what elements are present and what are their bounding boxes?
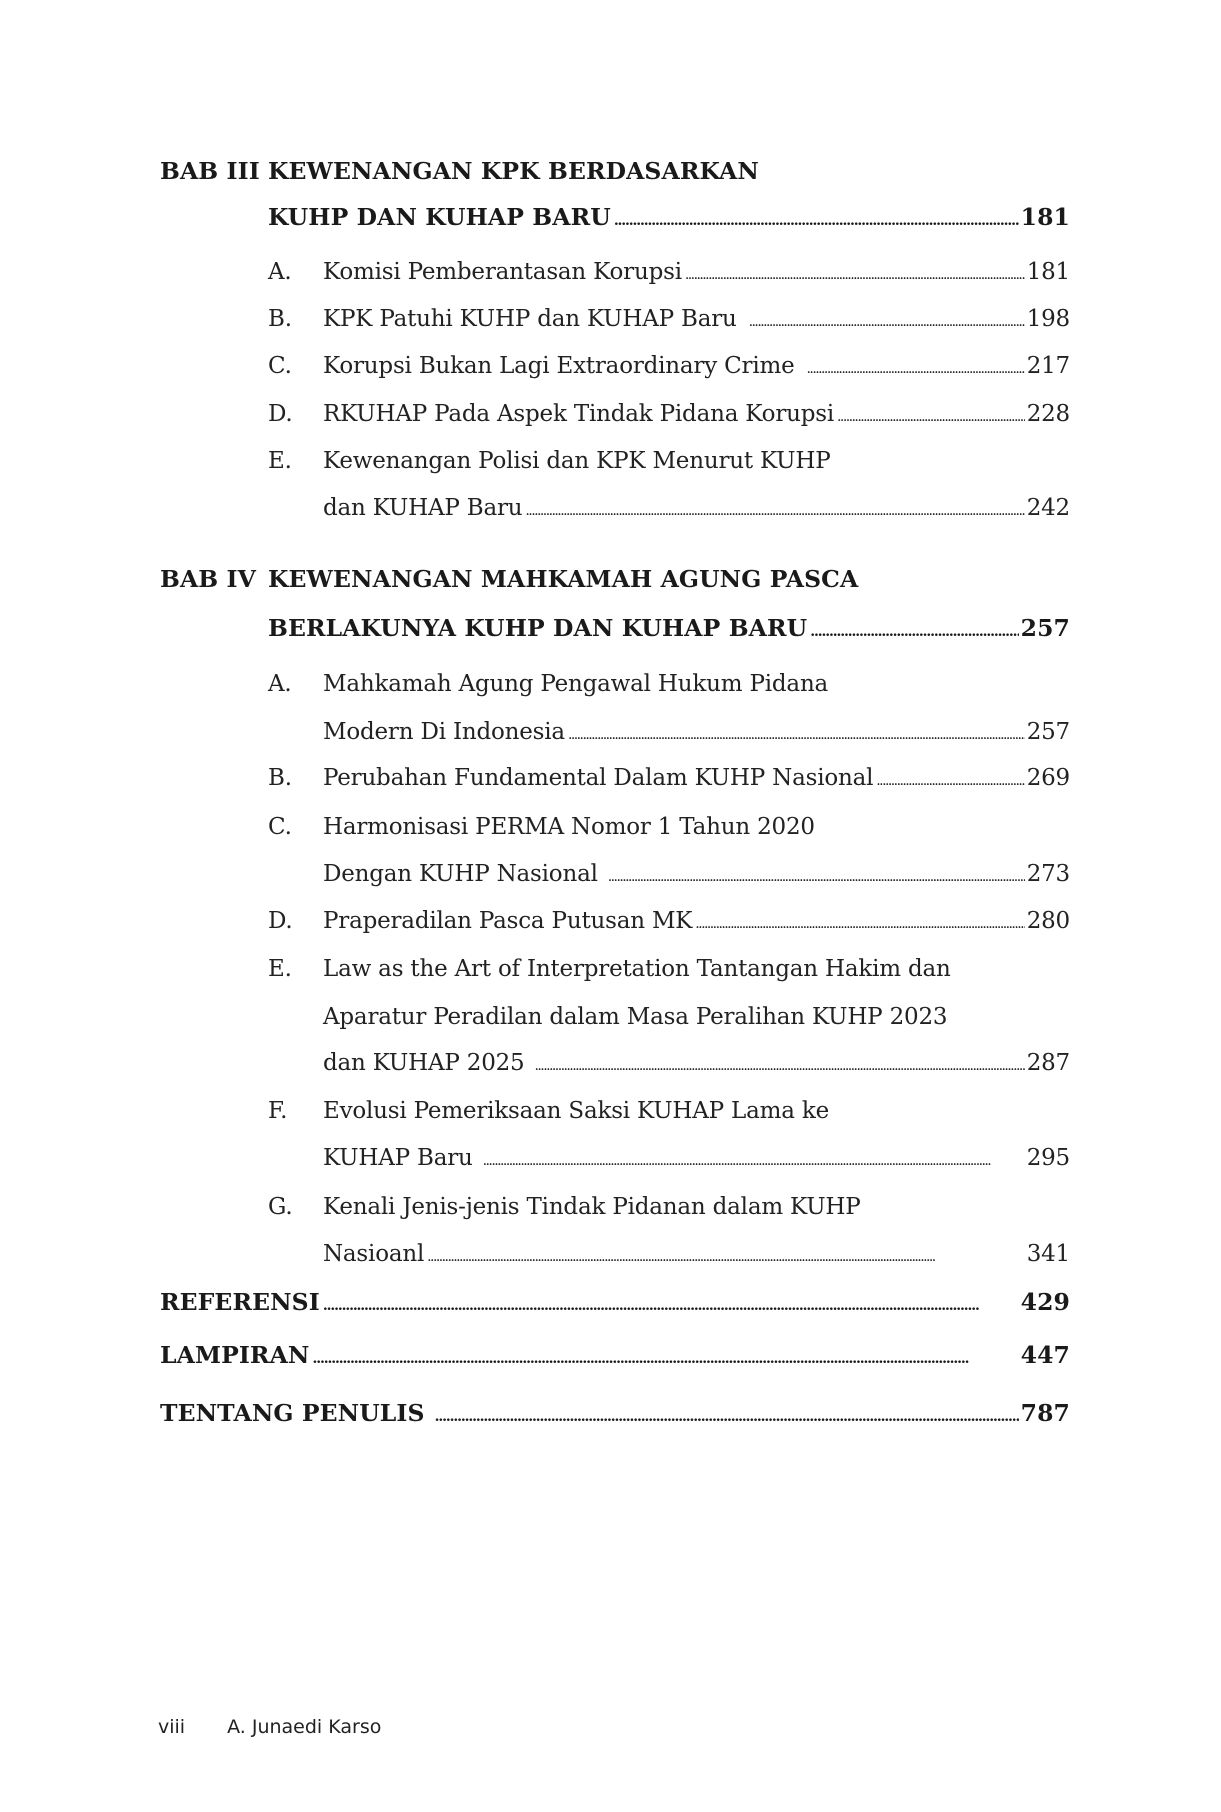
toc-entry-section-line1[interactable]	[268, 816, 1070, 839]
footer-page-number: viii	[158, 1716, 186, 1738]
section-title: Kewenangan Polisi dan KPK Menurut KUHP	[323, 448, 831, 474]
section-title: Harmonisasi PERMA Nomor 1 Tahun 2020	[323, 814, 815, 840]
section-letter: A.	[268, 671, 292, 697]
dot-leader	[837, 410, 1025, 424]
section-title: Mahkamah Agung Pengawal Hukum Pidana	[323, 671, 829, 697]
toc-entry-section[interactable]	[268, 308, 1070, 331]
toc-entry-section-line1[interactable]	[268, 1100, 1070, 1123]
section-title: Kenali Jenis-jenis Tindak Pidanan dalam KUHP	[323, 1194, 861, 1220]
backmatter-title: LAMPIRAN	[160, 1341, 310, 1369]
dot-leader	[427, 1250, 1025, 1264]
toc-entry-section-line2[interactable]	[323, 1147, 1070, 1170]
section-title: Korupsi Bukan Lagi Extraordinary Crime	[323, 353, 795, 379]
section-title: KUHAP Baru	[323, 1145, 473, 1171]
dot-leader	[483, 1154, 1025, 1168]
section-title: Modern Di Indonesia	[323, 719, 565, 745]
backmatter-title: REFERENSI	[160, 1288, 320, 1316]
section-title: Praperadilan Pasca Putusan MK	[323, 908, 693, 934]
page-number: 257	[1026, 719, 1070, 745]
section-title: KPK Patuhi KUHP dan KUHAP Baru	[323, 306, 737, 332]
chapter-label: BAB III	[160, 157, 260, 185]
toc-entry-section-line2[interactable]	[323, 721, 1070, 744]
chapter-label: BAB IV	[160, 565, 256, 593]
page-number: 447	[1020, 1341, 1070, 1369]
section-title: Perubahan Fundamental Dalam KUHP Nasional	[323, 765, 874, 791]
dot-leader	[695, 917, 1024, 931]
toc-entry-section[interactable]	[268, 403, 1070, 426]
chapter-title-line1: KEWENANGAN MAHKAMAH AGUNG PASCA	[268, 565, 859, 593]
section-letter: G.	[268, 1194, 293, 1220]
section-title: RKUHAP Pada Aspek Tindak Pidana Korupsi	[323, 401, 835, 427]
page-number: 181	[1026, 259, 1070, 285]
dot-leader	[614, 214, 1019, 228]
dot-leader	[685, 268, 1025, 282]
dot-leader	[876, 774, 1024, 788]
toc-entry-section-line1[interactable]	[268, 958, 1070, 981]
section-letter: A.	[268, 259, 292, 285]
page-number: 787	[1020, 1399, 1070, 1427]
page-number: 341	[1026, 1241, 1070, 1267]
dot-leader	[323, 1299, 1019, 1313]
page-number: 269	[1026, 765, 1070, 791]
backmatter-title: TENTANG PENULIS	[160, 1399, 425, 1427]
section-letter: B.	[268, 306, 292, 332]
page-number: 295	[1026, 1145, 1070, 1171]
dot-leader	[807, 362, 1025, 376]
toc-entry-section-line2[interactable]	[323, 497, 1070, 520]
toc-entry-section[interactable]	[268, 910, 1070, 933]
section-title: Law as the Art of Interpretation Tantangan Hakim dan	[323, 956, 951, 982]
dot-leader	[535, 1059, 1025, 1073]
page-number: 429	[1020, 1288, 1070, 1316]
section-letter: E.	[268, 448, 292, 474]
toc-entry-section-line1[interactable]	[268, 1196, 1070, 1219]
chapter-heading-bab-iv	[160, 565, 1070, 593]
page-footer	[158, 1716, 381, 1738]
page-number: 217	[1026, 353, 1070, 379]
page-number: 228	[1026, 401, 1070, 427]
dot-leader	[525, 504, 1024, 518]
toc-entry-bab-iv[interactable]	[268, 614, 1070, 642]
toc-entry-section-line2[interactable]	[323, 1243, 1070, 1266]
dot-leader	[608, 870, 1025, 884]
dot-leader	[435, 1410, 1019, 1424]
toc-entry-section-line3[interactable]	[323, 1052, 1070, 1075]
section-title: Dengan KUHP Nasional	[323, 861, 598, 887]
page-number: 198	[1026, 306, 1070, 332]
page-number: 242	[1026, 495, 1070, 521]
chapter-title-line2: KUHP DAN KUHAP BARU	[268, 203, 611, 231]
chapter-heading-bab-iii	[160, 157, 1070, 185]
toc-entry-section[interactable]	[268, 355, 1070, 378]
page-number: 273	[1026, 861, 1070, 887]
chapter-title-line2: BERLAKUNYA KUHP DAN KUHAP BARU	[268, 614, 808, 642]
section-letter: B.	[268, 765, 292, 791]
section-title: dan KUHAP Baru	[323, 495, 523, 521]
toc-entry-section-line1[interactable]	[268, 673, 1070, 696]
page-number: 257	[1020, 614, 1070, 642]
section-title: dan KUHAP 2025	[323, 1050, 525, 1076]
section-letter: F.	[268, 1098, 288, 1124]
dot-leader	[568, 728, 1025, 742]
toc-entry-bab-iii[interactable]	[268, 203, 1070, 231]
page-number: 181	[1020, 203, 1070, 231]
toc-entry-section[interactable]	[268, 767, 1070, 790]
toc-entry-tentang-penulis[interactable]	[160, 1399, 1070, 1427]
toc-entry-section-line2[interactable]	[323, 1006, 1070, 1029]
section-title: Komisi Pemberantasan Korupsi	[323, 259, 682, 285]
section-letter: E.	[268, 956, 292, 982]
dot-leader	[312, 1352, 1018, 1366]
section-title: Aparatur Peradilan dalam Masa Peralihan KUHP 2023	[323, 1004, 948, 1030]
page-number: 287	[1026, 1050, 1070, 1076]
section-letter: D.	[268, 401, 293, 427]
footer-author: A. Junaedi Karso	[227, 1716, 382, 1738]
toc-entry-lampiran[interactable]	[160, 1341, 1070, 1369]
toc-entry-section-line1[interactable]	[268, 450, 1070, 473]
page-number: 280	[1026, 908, 1070, 934]
section-title: Nasioanl	[323, 1241, 425, 1267]
section-letter: C.	[268, 814, 292, 840]
dot-leader	[749, 315, 1025, 329]
section-letter: C.	[268, 353, 292, 379]
toc-entry-section[interactable]	[268, 261, 1070, 284]
chapter-title-line1: KEWENANGAN KPK BERDASARKAN	[268, 157, 759, 185]
toc-entry-section-line2[interactable]	[323, 863, 1070, 886]
section-title: Evolusi Pemeriksaan Saksi KUHAP Lama ke	[323, 1098, 830, 1124]
section-letter: D.	[268, 908, 293, 934]
toc-entry-referensi[interactable]	[160, 1288, 1070, 1316]
dot-leader	[810, 625, 1018, 639]
